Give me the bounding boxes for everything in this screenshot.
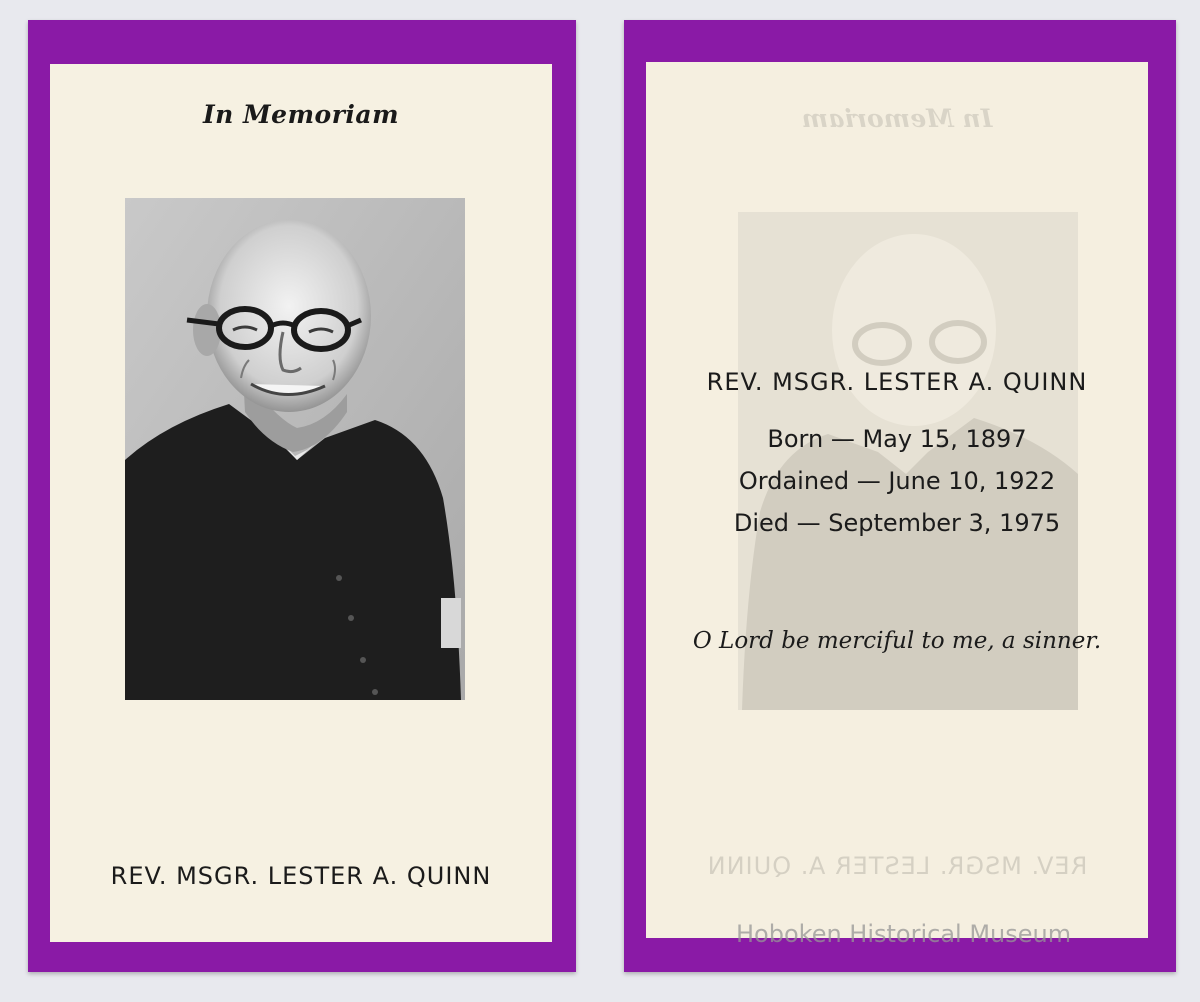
card-back-panel xyxy=(646,62,1148,938)
card-front-panel xyxy=(50,64,552,942)
museum-watermark: Hoboken Historical Museum xyxy=(736,920,1072,948)
memorial-card-back xyxy=(624,20,1176,972)
born-date: Born — May 15, 1897 xyxy=(767,425,1027,453)
prayer-text: O Lord be merciful to me, a sinner. xyxy=(692,628,1102,654)
front-name-caption: REV. MSGR. LESTER A. QUINN xyxy=(110,862,492,890)
in-memoriam-heading: In Memoriam xyxy=(202,100,400,129)
life-dates xyxy=(646,418,1148,544)
ordained-date: Ordained — June 10, 1922 xyxy=(738,467,1056,495)
died-date: Died — September 3, 1975 xyxy=(733,509,1061,537)
show-through-heading: In Memoriam xyxy=(801,104,993,133)
show-through-name: REV. MSGR. LESTER A. QUINN xyxy=(706,852,1088,880)
portrait-image xyxy=(125,198,465,700)
back-name-heading: REV. MSGR. LESTER A. QUINN xyxy=(706,368,1088,396)
memorial-card-front xyxy=(28,20,576,972)
portrait-photo xyxy=(125,198,465,700)
